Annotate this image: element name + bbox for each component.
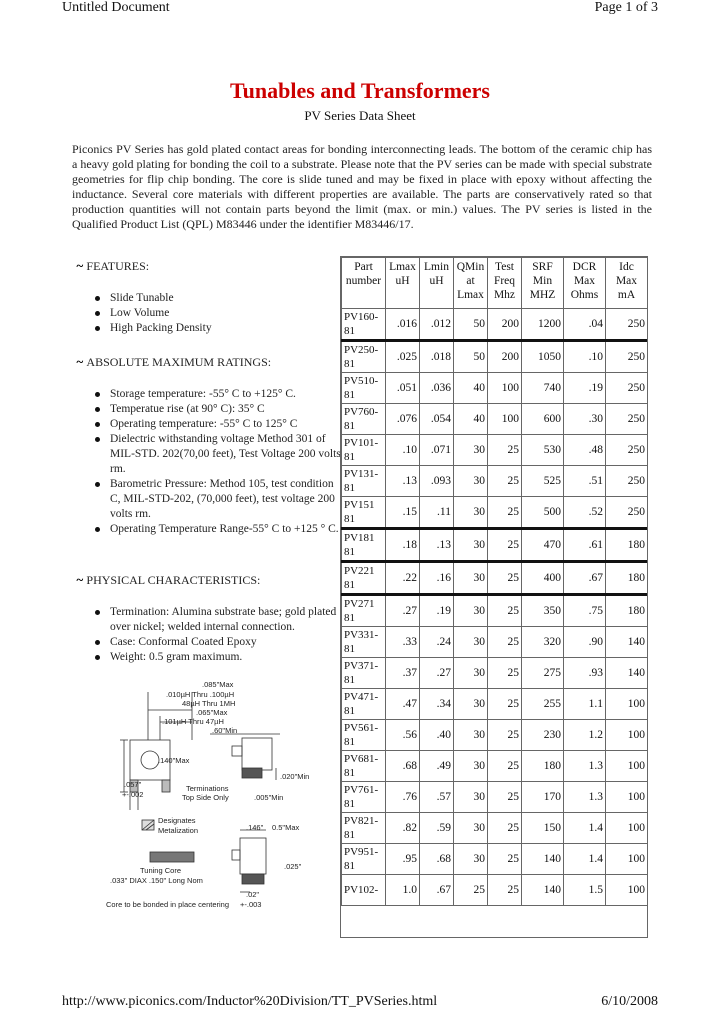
dimension-label: Top Side Only [182,793,229,802]
table-row [342,435,648,466]
part-number-cell: PV561- 81 [342,720,386,751]
part-number-cell: PV510- 81 [342,373,386,404]
table-cell: 100 [606,844,648,875]
table-cell: 200 [488,309,522,341]
physical-heading [76,572,260,588]
table-cell: 140 [606,627,648,658]
dimension-label: Terminations [186,784,229,793]
table-cell: 30 [454,562,488,595]
part-number-cell: PV821- 81 [342,813,386,844]
table-cell: 100 [606,813,648,844]
table-cell: 100 [606,689,648,720]
table-cell: 140 [606,658,648,689]
table-cell: .52 [564,497,606,529]
table-cell: .34 [420,689,454,720]
features-heading-text: FEATURES: [86,259,150,273]
table-cell: 25 [488,595,522,627]
physical-list [92,605,344,665]
table-cell: 40 [454,404,488,435]
table-cell: .22 [386,562,420,595]
table-cell: 25 [488,497,522,529]
ratings-list [92,387,344,537]
table-cell: 200 [488,341,522,373]
table-row [342,627,648,658]
table-cell: .51 [564,466,606,497]
dimension-label: .010µH Thru .100µH [166,690,235,699]
table-cell: 250 [606,497,648,529]
table-cell: 1200 [522,309,564,341]
table-cell: 1.3 [564,782,606,813]
table-cell: .012 [420,309,454,341]
table-cell: 100 [488,373,522,404]
table-cell: 180 [606,529,648,562]
table-cell: 1.2 [564,720,606,751]
table-cell: 25 [488,751,522,782]
table-cell: 30 [454,751,488,782]
table-cell: 30 [454,782,488,813]
table-cell: .95 [386,844,420,875]
table-cell: 25 [488,466,522,497]
dimension-label: +-.002 [122,790,144,799]
physical-heading-text: PHYSICAL CHARACTERISTICS: [86,573,261,587]
table-cell: 1.5 [564,875,606,906]
column-header: Lmax uH [386,258,420,309]
section-bullet-icon: ~ [76,354,84,369]
intro-paragraph: Piconics PV Series has gold plated contact areas for bonding interconnecting leads. The bottom of the ceramic chip has a heavy gold plating for bonding the coil to a substrate. Please note that the PV series can be made with special substrate geometries for flip chip bonding. The core is slide tuned and may be fixed in place with epoxy without affecting the inductance. Several core materials with different properties are available. The parts are conservatively rated so that production quantities will not contain parts beyond the limit (max. or min.) values. The PV series is listed in the Qualified Product List (QPL) M83446 under the identifier M83446/17. [72,142,652,231]
table-cell: 30 [454,435,488,466]
table-cell: .67 [420,875,454,906]
table-cell: 30 [454,844,488,875]
table-cell: .47 [386,689,420,720]
page-indicator: Page 1 of 3 [594,0,658,15]
table-cell: 530 [522,435,564,466]
table-cell: .61 [564,529,606,562]
dimension-label: .025" [284,862,302,871]
dimension-label: .02" [246,890,260,899]
document-title: Untitled Document [62,0,170,15]
table-cell: 525 [522,466,564,497]
part-number-cell: PV181 81 [342,529,386,562]
dimension-label: .005"Min [254,793,284,802]
table-cell: 250 [606,341,648,373]
table-row [342,813,648,844]
table-row [342,751,648,782]
table-cell: 180 [606,595,648,627]
table-cell: .82 [386,813,420,844]
dimension-label: 48µH Thru 1MH [182,699,236,708]
table-cell: .18 [386,529,420,562]
column-header: DCR Max Ohms [564,258,606,309]
table-row [342,595,648,627]
list-item: Slide Tunable [92,291,344,306]
table-cell: 1.0 [386,875,420,906]
table-cell: 250 [606,435,648,466]
table-cell: .025 [386,341,420,373]
table-cell: 30 [454,689,488,720]
table-row [342,341,648,373]
table-cell: .68 [420,844,454,875]
table-cell: .071 [420,435,454,466]
table-cell: 250 [606,466,648,497]
list-item: Operating Temperature Range-55° C to +125 ° C. [92,522,344,537]
page-url: http://www.piconics.com/Inductor%20Division/TT_PVSeries.html [62,994,438,1009]
table-cell: .04 [564,309,606,341]
table-cell: .076 [386,404,420,435]
table-row [342,404,648,435]
part-number-cell: PV951- 81 [342,844,386,875]
part-number-cell: PV160- 81 [342,309,386,341]
table-header-row [342,258,648,309]
table-cell: .10 [386,435,420,466]
list-item: Temperatue rise (at 90° C): 35° C [92,402,344,417]
list-item: Operating temperature: -55° C to 125° C [92,417,344,432]
table-cell: .30 [564,404,606,435]
table-row [342,844,648,875]
table-cell: .093 [420,466,454,497]
table-cell: 40 [454,373,488,404]
table-row [342,782,648,813]
part-number-cell: PV761- 81 [342,782,386,813]
ratings-heading [76,354,271,370]
table-cell: 180 [522,751,564,782]
dimension-label: Designates [158,816,196,825]
spec-table-container [340,256,648,938]
spec-table [341,257,648,906]
table-cell: .59 [420,813,454,844]
table-cell: 100 [606,782,648,813]
table-cell: 25 [488,627,522,658]
ratings-heading-text: ABSOLUTE MAXIMUM RATINGS: [86,355,272,369]
table-cell: .37 [386,658,420,689]
table-row [342,529,648,562]
dimension-label: .033" DIAX .150" Long Nom [110,876,203,885]
table-cell: .16 [420,562,454,595]
table-cell: 100 [606,875,648,906]
table-cell: 100 [606,720,648,751]
table-cell: .68 [386,751,420,782]
list-item: Low Volume [92,306,344,321]
table-cell: 1.1 [564,689,606,720]
list-item: Dielectric withstanding voltage Method 301 of MIL-STD. 202(70,00 feet), Test Voltage 200 volts rm. [92,432,344,477]
table-cell: 1.3 [564,751,606,782]
table-cell: .27 [386,595,420,627]
part-number-cell: PV221 81 [342,562,386,595]
table-cell: 30 [454,497,488,529]
dimension-label: .057" [124,780,142,789]
page-subtitle: PV Series Data Sheet [304,108,416,123]
print-date: 6/10/2008 [601,994,658,1009]
list-item: Barometric Pressure: Method 105, test condition C, MIL-STD-202, (70,000 feet), test voltage 200 volts rm. [92,477,344,522]
table-cell: 140 [522,844,564,875]
table-cell: .036 [420,373,454,404]
table-cell: 100 [488,404,522,435]
table-cell: .19 [564,373,606,404]
page-title: Tunables and Transformers [230,78,490,103]
column-header: QMin at Lmax [454,258,488,309]
table-cell: 1.4 [564,844,606,875]
table-cell: 25 [488,875,522,906]
table-cell: .57 [420,782,454,813]
part-number-cell: PV131- 81 [342,466,386,497]
table-cell: 25 [488,720,522,751]
table-cell: 30 [454,813,488,844]
table-cell: .051 [386,373,420,404]
table-cell: 250 [606,373,648,404]
table-cell: 1.4 [564,813,606,844]
table-cell: .48 [564,435,606,466]
list-item: Storage temperature: -55° C to +125° C. [92,387,344,402]
table-row [342,658,648,689]
table-cell: .93 [564,658,606,689]
table-cell: 25 [488,562,522,595]
table-row [342,497,648,529]
table-cell: .49 [420,751,454,782]
table-cell: 25 [488,529,522,562]
table-cell: 50 [454,309,488,341]
part-number-cell: PV471- 81 [342,689,386,720]
table-cell: 600 [522,404,564,435]
table-cell: 25 [488,813,522,844]
table-row [342,720,648,751]
column-header: Test Freq Mhz [488,258,522,309]
part-number-cell: PV760- 81 [342,404,386,435]
features-list [92,291,344,336]
table-cell: .24 [420,627,454,658]
table-cell: 255 [522,689,564,720]
table-cell: 25 [488,435,522,466]
table-cell: 470 [522,529,564,562]
column-header: Lmin uH [420,258,454,309]
features-heading [76,258,149,274]
table-cell: 25 [488,658,522,689]
part-number-cell: PV151 81 [342,497,386,529]
table-cell: .10 [564,341,606,373]
table-cell: .27 [420,658,454,689]
table-cell: 170 [522,782,564,813]
column-header: SRF Min MHZ [522,258,564,309]
dimension-label: Tuning Core [140,866,181,875]
table-cell: .11 [420,497,454,529]
list-item: Termination: Alumina substrate base; gold plated over nickel; welded internal connection. [92,605,344,635]
table-cell: .33 [386,627,420,658]
list-item: Weight: 0.5 gram maximum. [92,650,344,665]
list-item: Case: Conformal Coated Epoxy [92,635,344,650]
dimension-label: .101µH Thru 47µH [162,717,224,726]
table-cell: .13 [420,529,454,562]
table-cell: 25 [488,782,522,813]
part-number-cell: PV250- 81 [342,341,386,373]
dimension-label: .140"Max [158,756,190,765]
section-bullet-icon: ~ [76,572,84,587]
table-cell: 740 [522,373,564,404]
table-cell: 400 [522,562,564,595]
column-header: Idc Max mA [606,258,648,309]
table-cell: .67 [564,562,606,595]
table-cell: 1050 [522,341,564,373]
list-item: High Packing Density [92,321,344,336]
table-cell: 150 [522,813,564,844]
table-cell: 30 [454,627,488,658]
table-cell: 30 [454,466,488,497]
part-number-cell: PV101- 81 [342,435,386,466]
dimension-label: +-.003 [240,900,262,909]
table-cell: .75 [564,595,606,627]
table-cell: 350 [522,595,564,627]
table-row [342,689,648,720]
table-cell: 25 [488,844,522,875]
part-number-cell: PV102- [342,875,386,906]
table-cell: .19 [420,595,454,627]
table-cell: .018 [420,341,454,373]
dimension-label: .085"Max [202,680,234,689]
table-cell: 180 [606,562,648,595]
table-cell: .054 [420,404,454,435]
spec-table-body [342,309,648,906]
table-cell: .13 [386,466,420,497]
table-row [342,309,648,341]
part-number-cell: PV371- 81 [342,658,386,689]
table-cell: 30 [454,529,488,562]
table-cell: 30 [454,595,488,627]
table-row [342,562,648,595]
table-cell: .15 [386,497,420,529]
column-header: Part number [342,258,386,309]
dimension-label: .60"Min [212,726,238,735]
table-row [342,875,648,906]
table-cell: 50 [454,341,488,373]
table-cell: .76 [386,782,420,813]
table-cell: 30 [454,658,488,689]
table-row [342,373,648,404]
table-cell: .40 [420,720,454,751]
part-number-cell: PV331- 81 [342,627,386,658]
part-number-cell: PV681- 81 [342,751,386,782]
table-cell: 100 [606,751,648,782]
dimension-label: Metalization [158,826,199,835]
table-cell: 25 [454,875,488,906]
table-cell: 25 [488,689,522,720]
table-cell: 500 [522,497,564,529]
table-cell: 230 [522,720,564,751]
dimension-diagram [100,680,340,920]
dimension-label: .146" [246,823,264,832]
table-cell: .56 [386,720,420,751]
section-bullet-icon: ~ [76,258,84,273]
dimension-label: 0.5"Max [272,823,300,832]
table-cell: 275 [522,658,564,689]
table-cell: .016 [386,309,420,341]
table-cell: .90 [564,627,606,658]
table-row [342,466,648,497]
table-cell: 320 [522,627,564,658]
table-cell: 250 [606,404,648,435]
table-cell: 30 [454,720,488,751]
dimension-label: .065"Max [196,708,228,717]
dimension-label: Core to be bonded in place centering [106,900,230,909]
table-cell: 140 [522,875,564,906]
table-cell: 250 [606,309,648,341]
part-number-cell: PV271 81 [342,595,386,627]
dimension-label: .020"Min [280,772,310,781]
